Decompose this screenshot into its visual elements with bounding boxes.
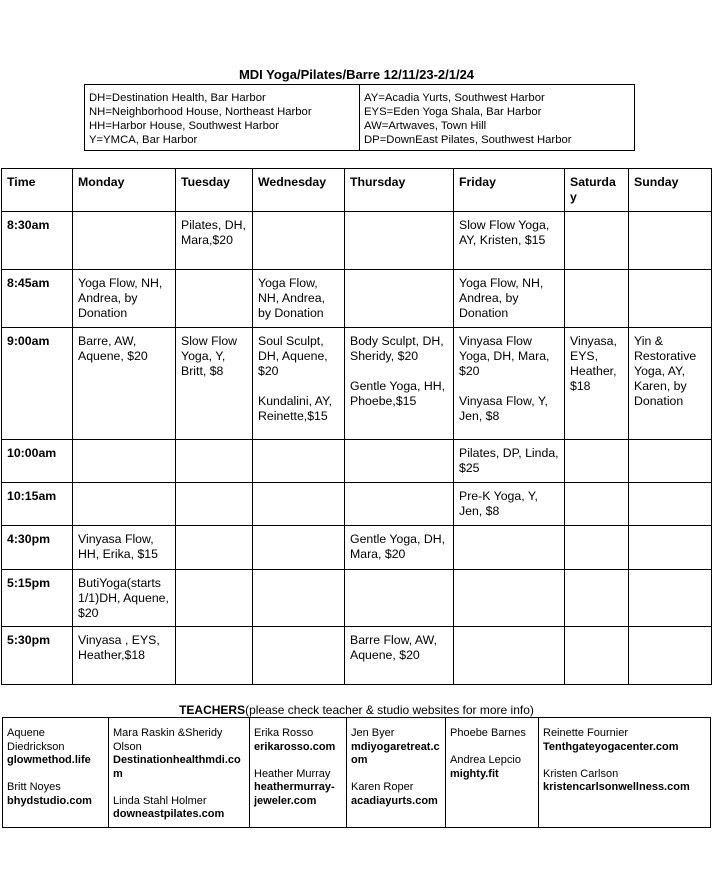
teacher-entry: [543, 727, 706, 754]
schedule-cell: [345, 570, 454, 627]
schedule-cell: [73, 212, 176, 270]
schedule-cell: [629, 627, 712, 685]
schedule-cell: [454, 270, 565, 328]
schedule-cell: [565, 212, 629, 270]
schedule-row: [2, 570, 712, 627]
time-cell: 8:45am: [2, 270, 73, 328]
teacher-website[interactable]: heathermurray-jeweler.com: [254, 781, 335, 807]
teacher-website[interactable]: glowmethod.life: [7, 754, 91, 766]
teacher-website[interactable]: mdiyogaretreat.com: [351, 740, 440, 766]
schedule-cell: [454, 570, 565, 627]
teachers-table: [2, 717, 711, 828]
schedule-cell: [629, 328, 712, 440]
legend-entry: NH=Neighborhood House, Northeast Harbor: [89, 106, 312, 118]
schedule-row: [2, 328, 712, 440]
legend-entry: Y=YMCA, Bar Harbor: [89, 134, 198, 146]
teacher-website[interactable]: bhydstudio.com: [7, 794, 92, 807]
class-entry: Vinyasa Flow Yoga, DH, Mara, $20: [459, 334, 550, 378]
class-entry: Yoga Flow, NH, Andrea, by Donation: [78, 276, 163, 320]
schedule-cell: [253, 627, 345, 685]
teacher-entry: [450, 727, 534, 741]
teacher-name: Linda Stahl Holmer: [113, 794, 207, 807]
schedule-row: [2, 627, 712, 685]
schedule-cell: [253, 270, 345, 328]
schedule-cell: [345, 627, 454, 685]
teacher-name: Karen Roper: [351, 781, 414, 793]
class-entry: Vinyasa , EYS, Heather,$18: [78, 633, 160, 662]
schedule-table: [1, 168, 712, 685]
teachers-heading: [0, 703, 713, 717]
schedule-cell: [565, 328, 629, 440]
teacher-entry: [351, 727, 441, 768]
schedule-row: [2, 483, 712, 526]
class-entry: Yoga Flow, NH, Andrea, by Donation: [459, 276, 544, 320]
class-entry: Slow Flow Yoga, Y, Britt, $8: [181, 334, 238, 378]
class-entry: Pre-K Yoga, Y, Jen, $8: [459, 489, 538, 518]
time-cell: 10:15am: [2, 483, 73, 526]
schedule-cell: [253, 570, 345, 627]
schedule-cell: [73, 570, 176, 627]
teacher-entry: [351, 781, 441, 808]
schedule-cell: [176, 270, 253, 328]
schedule-column-header: Saturda y: [565, 169, 629, 212]
time-cell: 5:15pm: [2, 570, 73, 627]
legend-right-column: [360, 85, 635, 151]
schedule-cell: [565, 627, 629, 685]
teacher-entry: [113, 795, 245, 822]
teacher-entry: [7, 727, 104, 768]
schedule-cell: [565, 270, 629, 328]
teacher-entry: [7, 781, 104, 808]
legend-entry: EYS=Eden Yoga Shala, Bar Harbor: [364, 106, 542, 118]
teacher-name: Kristen Carlson: [543, 767, 619, 780]
legend-entry: DP=DownEast Pilates, Southwest Harbor: [364, 134, 572, 146]
schedule-cell: [253, 328, 345, 440]
class-entry: Soul Sculpt, DH, Aquene, $20: [258, 334, 328, 378]
class-entry: Vinyasa Flow, Y, Jen, $8: [459, 394, 548, 423]
schedule-cell: [565, 483, 629, 526]
schedule-cell: [176, 483, 253, 526]
class-entry: Yin & Restorative Yoga, AY, Karen, by Donation: [634, 334, 697, 408]
teacher-website[interactable]: acadiayurts.com: [351, 794, 438, 807]
class-entry: Gentle Yoga, HH, Phoebe,$15: [350, 379, 446, 408]
schedule-body: [2, 212, 712, 685]
teacher-column: [109, 718, 250, 828]
teacher-website[interactable]: Destinationhealthmdi.com: [113, 754, 241, 780]
teacher-name: Aquene Diedrickson: [7, 727, 65, 753]
legend-entry: AY=Acadia Yurts, Southwest Harbor: [364, 92, 545, 104]
class-entry: Vinyasa, EYS, Heather, $18: [570, 334, 617, 393]
schedule-cell: [345, 212, 454, 270]
time-cell: 9:00am: [2, 328, 73, 440]
teacher-name: Heather Murray: [254, 767, 331, 780]
schedule-cell: [629, 483, 712, 526]
teacher-column: [3, 718, 109, 828]
schedule-cell: [629, 270, 712, 328]
teacher-entry: [254, 768, 342, 809]
schedule-cell: [73, 526, 176, 570]
schedule-cell: [176, 328, 253, 440]
teacher-name: Andrea Lepcio: [450, 754, 521, 766]
schedule-cell: [454, 627, 565, 685]
schedule-column-header: Friday: [454, 169, 565, 212]
page-title: MDI Yoga/Pilates/Barre 12/11/23-2/1/24: [238, 67, 475, 82]
teacher-column: [446, 718, 539, 828]
legend-entry: HH=Harbor House, Southwest Harbor: [89, 120, 279, 132]
schedule-row: [2, 440, 712, 483]
schedule-cell: [454, 440, 565, 483]
teacher-name: Reinette Fournier: [543, 727, 628, 739]
schedule-cell: [454, 328, 565, 440]
schedule-column-header: Monday: [73, 169, 176, 212]
teachers-heading-note: (please check teacher & studio websites for more info): [245, 703, 534, 717]
teacher-column: [250, 718, 347, 828]
schedule-cell: [73, 328, 176, 440]
schedule-row: [2, 212, 712, 270]
schedule-cell: [253, 526, 345, 570]
schedule-header-row: [2, 169, 712, 212]
teacher-website[interactable]: kristencarlsonwellness.com: [543, 781, 690, 793]
teacher-website[interactable]: downeastpilates.com: [113, 808, 225, 820]
schedule-column-header: Sunday: [629, 169, 712, 212]
legend-entry: AW=Artwaves, Town Hill: [364, 120, 487, 132]
schedule-cell: [176, 440, 253, 483]
schedule-cell: [176, 570, 253, 627]
schedule-cell: [253, 440, 345, 483]
schedule-cell: [565, 440, 629, 483]
schedule-column-header: Wednesday: [253, 169, 345, 212]
schedule-column-header: Tuesday: [176, 169, 253, 212]
time-cell: 4:30pm: [2, 526, 73, 570]
schedule-cell: [73, 627, 176, 685]
class-entry: Pilates, DP, Linda, $25: [459, 446, 559, 475]
class-entry: Slow Flow Yoga, AY, Kristen, $15: [459, 218, 550, 247]
schedule-cell: [629, 212, 712, 270]
schedule-row: [2, 270, 712, 328]
schedule-cell: [176, 526, 253, 570]
schedule-cell: [345, 270, 454, 328]
teacher-entry: [254, 727, 342, 754]
legend-entry: DH=Destination Health, Bar Harbor: [89, 92, 266, 104]
teacher-website[interactable]: mighty.fit: [450, 767, 499, 780]
teacher-website[interactable]: erikarosso.com: [254, 740, 336, 753]
schedule-cell: [73, 270, 176, 328]
schedule-cell: [73, 483, 176, 526]
schedule-cell: [629, 440, 712, 483]
class-entry: Body Sculpt, DH, Sheridy, $20: [350, 334, 444, 363]
schedule-cell: [345, 526, 454, 570]
schedule-cell: [629, 526, 712, 570]
schedule-row: [2, 526, 712, 570]
schedule-cell: [345, 328, 454, 440]
time-cell: 10:00am: [2, 440, 73, 483]
schedule-cell: [345, 483, 454, 526]
schedule-cell: [176, 627, 253, 685]
teacher-name: Mara Raskin &Sheridy Olson: [113, 727, 223, 753]
teacher-entry: [113, 727, 245, 781]
class-entry: Barre Flow, AW, Aquene, $20: [350, 633, 438, 662]
schedule-cell: [253, 483, 345, 526]
schedule-cell: [565, 570, 629, 627]
schedule-cell: [629, 570, 712, 627]
schedule-cell: [565, 526, 629, 570]
teacher-name: Britt Noyes: [7, 781, 61, 793]
schedule-column-header: Time: [2, 169, 73, 212]
teacher-column: [539, 718, 711, 828]
teacher-name: Erika Rosso: [254, 727, 314, 739]
schedule-cell: [454, 212, 565, 270]
class-entry: Kundalini, AY, Reinette,$15: [258, 394, 333, 423]
teachers-row: [3, 718, 711, 828]
schedule-cell: [454, 483, 565, 526]
teacher-website[interactable]: Tenthgateyogacenter.com: [543, 740, 679, 753]
schedule-column-header: Thursday: [345, 169, 454, 212]
class-entry: Vinyasa Flow, HH, Erika, $15: [78, 532, 158, 561]
teachers-heading-bold: TEACHERS: [179, 703, 246, 717]
teacher-name: Phoebe Barnes: [450, 727, 526, 739]
teacher-column: [347, 718, 446, 828]
schedule-cell: [73, 440, 176, 483]
time-cell: 8:30am: [2, 212, 73, 270]
studio-legend: [84, 84, 635, 151]
legend-left-column: [85, 85, 360, 151]
teacher-entry: [543, 768, 706, 795]
teacher-name: Jen Byer: [351, 727, 395, 739]
schedule-cell: [253, 212, 345, 270]
time-cell: 5:30pm: [2, 627, 73, 685]
class-entry: Pilates, DH, Mara,$20: [181, 218, 246, 247]
schedule-cell: [176, 212, 253, 270]
class-entry: ButiYoga(starts 1/1)DH, Aquene, $20: [78, 576, 169, 620]
class-entry: Gentle Yoga, DH, Mara, $20: [350, 532, 446, 561]
schedule-cell: [454, 526, 565, 570]
class-entry: Yoga Flow, NH, Andrea, by Donation: [258, 276, 325, 320]
class-entry: Barre, AW, Aquene, $20: [78, 334, 148, 363]
schedule-cell: [345, 440, 454, 483]
teacher-entry: [450, 754, 534, 781]
